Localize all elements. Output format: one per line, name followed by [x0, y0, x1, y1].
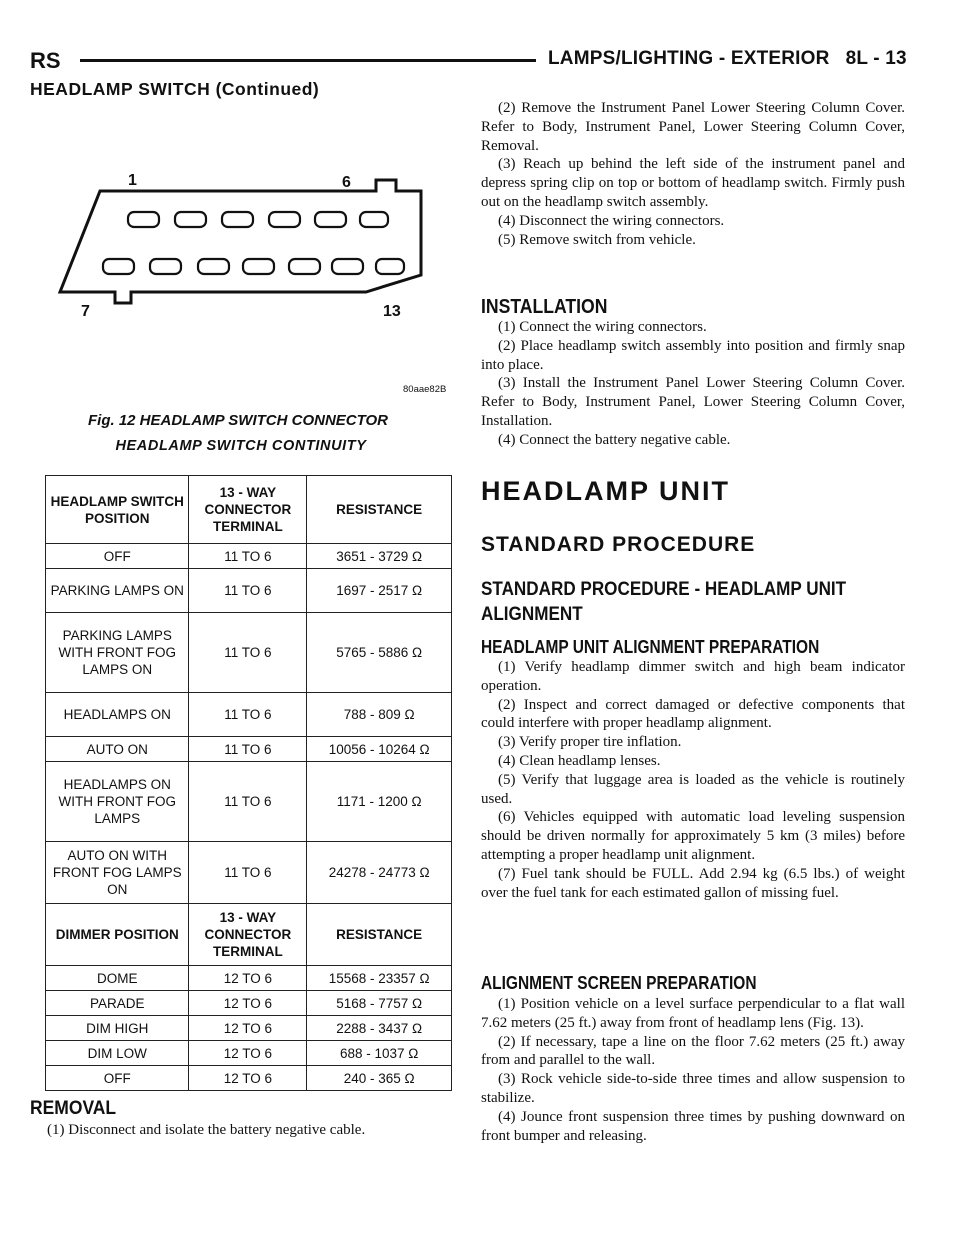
table-cell: 788 - 809 Ω — [307, 693, 452, 737]
header-section-code: RS — [30, 48, 61, 73]
installation-steps — [481, 318, 905, 450]
table-header-cell: RESISTANCE — [307, 904, 452, 966]
screen-step: (2) If necessary, tape a line on the floor 7.62 meters (25 ft.) away from and parallel to the wall. — [481, 1033, 905, 1069]
removal-step-4: (4) Disconnect the wiring connectors. — [498, 212, 725, 229]
pin — [243, 259, 274, 274]
table-cell: 11 TO 6 — [189, 693, 307, 737]
installation-step-1: (1) Connect the wiring connectors. — [498, 319, 707, 335]
table-cell: AUTO ON WITH FRONT FOG LAMPS ON — [46, 842, 189, 904]
pin — [360, 212, 388, 227]
table-cell: HEADLAMPS ON — [46, 693, 189, 737]
table-row — [46, 1041, 452, 1066]
table-cell: DIM LOW — [46, 1041, 189, 1066]
table-row — [46, 693, 452, 737]
pin — [315, 212, 346, 227]
standard-procedure-heading: STANDARD PROCEDURE — [481, 533, 756, 556]
table-row — [46, 613, 452, 693]
removal-step-3: (3) Reach up behind the left side of the instrument panel and depress spring clip on top or bottom of headlamp switch. Firmly push out on the headlamp switch assembly. — [481, 156, 905, 210]
removal-step-1-block — [30, 1121, 452, 1140]
header-rule — [80, 59, 536, 62]
table-cell: 2288 - 3437 Ω — [307, 1016, 452, 1041]
pin — [128, 212, 159, 227]
table-cell: 1171 - 1200 Ω — [307, 762, 452, 842]
table-header-cell: HEADLAMP SWITCH POSITION — [46, 476, 189, 544]
table-cell: 11 TO 6 — [189, 544, 307, 569]
prep-step: (7) Fuel tank should be FULL. Add 2.94 kg (6.5 lbs.) of weight over the fuel tank for each estimated gallon of missing fuel. — [481, 865, 905, 901]
screen-step: (1) Position vehicle on a level surface perpendicular to a flat wall 7.62 meters (25 ft.) away from front of headlamp lens (Fig. 13). — [481, 996, 905, 1031]
table-header-cell: 13 - WAY CONNECTOR TERMINAL — [189, 476, 307, 544]
table-row — [46, 966, 452, 991]
table-cell: 688 - 1037 Ω — [307, 1041, 452, 1066]
table-cell: DOME — [46, 966, 189, 991]
header-title-block — [548, 48, 907, 70]
screen-step: (3) Rock vehicle side-to-side three times and allow suspension to stabilize. — [481, 1071, 905, 1106]
table-cell: 11 TO 6 — [189, 569, 307, 613]
table-header-cell: 13 - WAY CONNECTOR TERMINAL — [189, 904, 307, 966]
table-cell: HEADLAMPS ON WITH FRONT FOG LAMPS — [46, 762, 189, 842]
alignment-preparation-steps — [481, 658, 905, 902]
table-header-cell: DIMMER POSITION — [46, 904, 189, 966]
pin — [376, 259, 404, 274]
headlamp-unit-heading: HEADLAMP UNIT — [481, 476, 731, 506]
table-cell: OFF — [46, 544, 189, 569]
screen-preparation-heading: ALIGNMENT SCREEN PREPARATION — [481, 973, 757, 993]
installation-step-4: (4) Connect the battery negative cable. — [498, 431, 731, 448]
pin-label-6: 6 — [342, 174, 351, 191]
continuity-table-title: HEADLAMP SWITCH CONTINUITY — [115, 438, 367, 454]
table-row — [46, 1016, 452, 1041]
connector-pins — [103, 212, 404, 274]
prep-step: (5) Verify that luggage area is loaded as the vehicle is routinely used. — [481, 771, 905, 807]
screen-step: (4) Jounce front suspension three times by pushing downward on front bumper and releasing. — [481, 1108, 905, 1144]
removal-step-2: (2) Remove the Instrument Panel Lower Steering Column Cover. Refer to Body, Instrument Panel, Lower Steering Column Cover, Removal. — [481, 100, 905, 154]
figure-code: 80aae82B — [403, 384, 447, 395]
installation-step-3: (3) Install the Instrument Panel Lower Steering Column Cover. Refer to Body, Instrument Panel, Lower Steering Column Cover, Installation. — [481, 375, 905, 429]
table-row — [46, 737, 452, 762]
table-cell: 12 TO 6 — [189, 1016, 307, 1041]
table-cell: PARADE — [46, 991, 189, 1016]
removal-step-5: (5) Remove switch from vehicle. — [498, 231, 696, 248]
pin — [289, 259, 320, 274]
pin — [175, 212, 206, 227]
prep-step: (1) Verify headlamp dimmer switch and high beam indicator operation. — [481, 659, 905, 694]
pin-label-7: 7 — [81, 303, 90, 320]
table-header-row — [46, 904, 452, 966]
prep-step: (2) Inspect and correct damaged or defective components that could interfere with proper headlamp alignment. — [481, 696, 905, 732]
pin — [103, 259, 134, 274]
table-row — [46, 569, 452, 613]
continuity-table — [45, 475, 452, 1091]
headlamp-switch-connector-figure — [40, 165, 460, 405]
table-cell: 3651 - 3729 Ω — [307, 544, 452, 569]
table-cell: 12 TO 6 — [189, 1066, 307, 1091]
table-cell: 11 TO 6 — [189, 762, 307, 842]
connector-outline — [60, 180, 421, 303]
table-cell: 12 TO 6 — [189, 991, 307, 1016]
prep-step: (6) Vehicles equipped with automatic load leveling suspension should be driven normally for approximately 5 km (3 miles) before attempting a proper headlamp unit alignment. — [481, 809, 905, 863]
table-row — [46, 1066, 452, 1091]
table-cell: 1697 - 2517 Ω — [307, 569, 452, 613]
table-cell: 12 TO 6 — [189, 1041, 307, 1066]
table-row — [46, 544, 452, 569]
table-cell: DIM HIGH — [46, 1016, 189, 1041]
table-cell: AUTO ON — [46, 737, 189, 762]
table-cell: 10056 - 10264 Ω — [307, 737, 452, 762]
table-cell: 24278 - 24773 Ω — [307, 842, 452, 904]
pin-label-1: 1 — [128, 172, 137, 189]
table-row — [46, 762, 452, 842]
table-cell: PARKING LAMPS ON — [46, 569, 189, 613]
alignment-preparation-heading: HEADLAMP UNIT ALIGNMENT PREPARATION — [481, 637, 820, 657]
pin — [269, 212, 300, 227]
screen-preparation-steps — [481, 995, 905, 1145]
pin-label-13: 13 — [383, 303, 401, 320]
table-cell: 11 TO 6 — [189, 737, 307, 762]
removal-heading: REMOVAL — [30, 1098, 117, 1119]
header-title: LAMPS/LIGHTING - EXTERIOR — [548, 48, 830, 69]
table-cell: 5765 - 5886 Ω — [307, 613, 452, 693]
pin — [198, 259, 229, 274]
prep-step: (4) Clean headlamp lenses. — [498, 752, 661, 769]
section-continued-title: HEADLAMP SWITCH (Continued) — [30, 79, 320, 99]
removal-step-1: (1) Disconnect and isolate the battery negative cable. — [47, 1122, 366, 1138]
table-cell: 240 - 365 Ω — [307, 1066, 452, 1091]
installation-step-2: (2) Place headlamp switch assembly into position and firmly snap into place. — [481, 337, 905, 373]
prep-step: (3) Verify proper tire inflation. — [498, 734, 682, 751]
removal-steps-continued — [481, 99, 905, 249]
table-cell: PARKING LAMPS WITH FRONT FOG LAMPS ON — [46, 613, 189, 693]
table-cell: 5168 - 7757 Ω — [307, 991, 452, 1016]
table-cell: 11 TO 6 — [189, 842, 307, 904]
installation-heading: INSTALLATION — [481, 296, 608, 318]
table-row — [46, 991, 452, 1016]
table-cell: 15568 - 23357 Ω — [307, 966, 452, 991]
table-cell: 12 TO 6 — [189, 966, 307, 991]
table-cell: 11 TO 6 — [189, 613, 307, 693]
table-row — [46, 842, 452, 904]
pin — [150, 259, 181, 274]
figure-caption: Fig. 12 HEADLAMP SWITCH CONNECTOR — [88, 412, 389, 429]
pin — [332, 259, 363, 274]
table-header-cell: RESISTANCE — [307, 476, 452, 544]
alignment-procedure-heading: STANDARD PROCEDURE - HEADLAMP UNIT ALIGNMENT — [481, 579, 847, 625]
table-cell: OFF — [46, 1066, 189, 1091]
table-header-row — [46, 476, 452, 544]
pin — [222, 212, 253, 227]
page-number: 8L - 13 — [845, 48, 907, 69]
